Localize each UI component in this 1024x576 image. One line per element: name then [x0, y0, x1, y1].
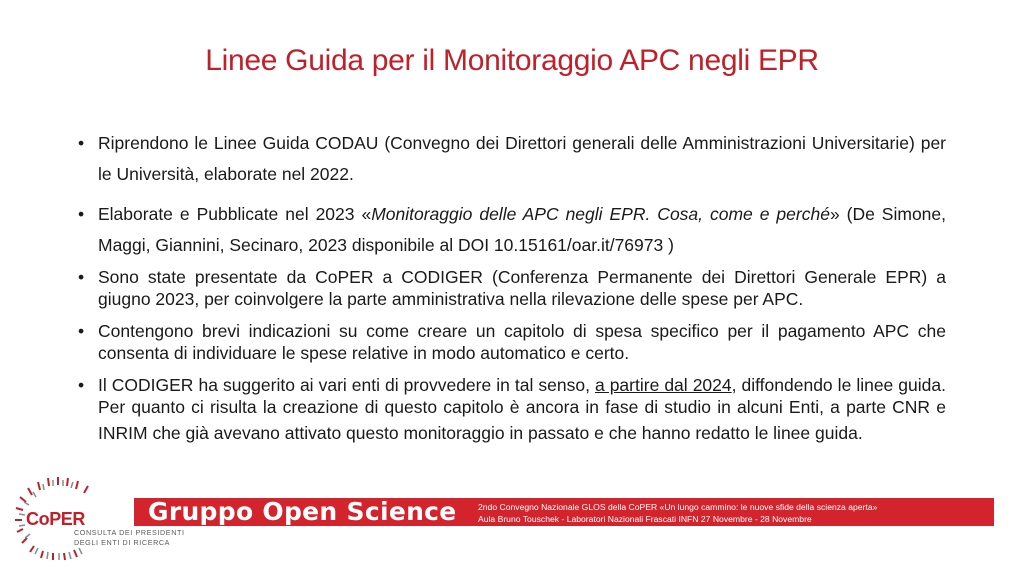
logo-subtitle-line: DEGLI ENTI DI RICERCA	[74, 538, 171, 547]
logo-subtitle-line: CONSULTA DEI PRESIDENTI	[74, 528, 185, 537]
logo-subtitle	[74, 528, 185, 548]
footer-bar	[134, 498, 994, 526]
bullet-text: Riprendono le Linee Guida CODAU (Convegno dei Direttori generali delle Amministrazioni Universitarie) per le Università, elaborate nel 2022.	[98, 133, 946, 184]
bullet-text: Contengono brevi indicazioni su come creare un capitolo di spesa specifico per il pagamento APC che consenta di individuare le spese relative in modo automatico e certo.	[98, 321, 946, 363]
bullet-item	[76, 374, 946, 444]
bullet-item	[76, 266, 946, 310]
bullet-text: Elaborate e Pubblicate nel 2023 «	[98, 204, 372, 224]
logo-name: CoPER	[26, 509, 86, 529]
event-info-line: Aula Bruno Touschek - Laboratori Nazionali Frascati INFN 27 Novembre - 28 Novembre	[478, 514, 812, 524]
bullet-text: Il CODIGER ha suggerito ai vari enti di provvedere in tal senso,	[98, 375, 595, 395]
group-name: Gruppo Open Science	[148, 497, 457, 526]
bullet-item	[76, 128, 946, 190]
publication-title: Monitoraggio delle APC negli EPR. Cosa, come e perché	[371, 204, 830, 224]
bullet-item	[76, 199, 946, 261]
bullet-text: Sono state presentate da CoPER a CODIGER (Conferenza Permanente dei Direttori Generale EPR) a giugno 2023, per coinvolgere la parte amministrativa nella rilevazione delle spese per APC.	[98, 267, 946, 309]
event-info	[478, 501, 877, 525]
slide-title: Linee Guida per il Monitoraggio APC negli EPR	[205, 44, 819, 77]
bullet-list	[76, 128, 946, 444]
bullet-text-last: redatto le linee guida.	[695, 423, 863, 443]
underlined-date: a partire dal 2024	[594, 375, 732, 395]
bullet-text: , diffondendo le linee guida. Per quanto ci risulta la creazione di questo capitolo è ancora in fase di studio in alcuni Enti, a parte CNR e INRIM che già avevano attivato questo monitoraggio in passato e che hanno	[98, 375, 946, 443]
event-info-line: 2ndo Convegno Nazionale GLOS della CoPER «Un lungo cammino: le nuove sfide della scienza aperta»	[478, 502, 878, 512]
bullet-item	[76, 320, 946, 364]
bullet-text: » (De Simone, Maggi, Giannini, Secinaro, 2023 disponibile al DOI 10.15161/oar.it/76973 )	[98, 204, 947, 255]
